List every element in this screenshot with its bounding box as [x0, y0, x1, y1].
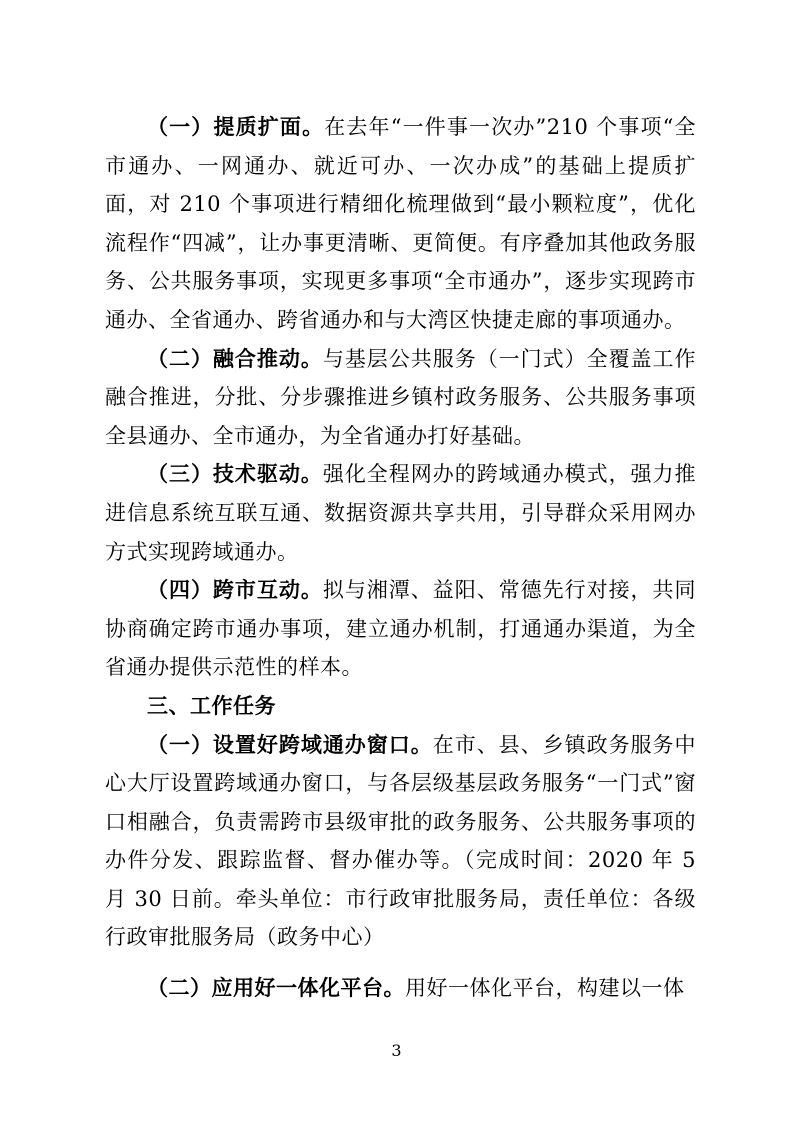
paragraph-lead: （二）融合推动。 [147, 346, 323, 371]
paragraph-lead: （四）跨市互动。 [147, 578, 323, 603]
section-heading: 三、工作任务 [147, 693, 276, 718]
page-number: 3 [391, 1041, 402, 1060]
paragraph [105, 571, 696, 687]
paragraph-lead: （二）应用好一体化平台。 [147, 976, 405, 1001]
paragraph [105, 108, 696, 340]
paragraph [105, 455, 696, 571]
paragraph-lead: （一）提质扩面。 [147, 115, 325, 139]
paragraph-body: 在去年“一件事一次办”210 个事项“全市通办、一网通办、就近可办、一次办成”的基础上提质扩面，对 210 个事项进行精细化梳理做到“最小颗粒度”，优化流程作“四减”，让办事更清晰、更简便。有序叠加其他政务服务、公共服务事项，实现更多事项“全市通办”，逐步实现跨市通办、全省通办、跨省通办和与大湾区快捷走廊的事项通办。 [105, 115, 697, 332]
paragraph-body: 与基层公共服务（一门式）全覆盖工作融合推进，分批、分步骤推进乡镇村政务服务、公共服务事项全县通办、全市通办，为全省通办打好基础。 [105, 346, 697, 448]
paragraph-body: 拟与湘潭、益阳、常德先行对接，共同协商确定跨市通办事项，建立通办机制，打通通办渠道，为全省通办提供示范性的样本。 [105, 578, 697, 680]
paragraph [105, 969, 696, 1008]
paragraph [105, 340, 696, 456]
paragraph-body: 用好一体化平台，构建以一体 [405, 976, 685, 1001]
paragraph [105, 726, 696, 958]
paragraph-lead: （一）设置好跨域通办窗口。 [147, 732, 433, 757]
paragraph-body: 强化全程网办的跨域通办模式，强力推进信息系统互联互通、数据资源共享共用，引导群众采用网办方式实现跨域通办。 [105, 462, 697, 564]
paragraph-body: 在市、县、乡镇政务服务中心大厅设置跨域通办窗口，与各层级基层政务服务“一门式”窗口相融合，负责需跨市县级审批的政务服务、公共服务事项的办件分发、跟踪监督、督办催办等。（完成时间：2020 年 5 月 30 日前。牵头单位：市行政审批服务局，责任单位：各级行政审批服务局（政务中心） [105, 732, 697, 950]
paragraph-lead: （三）技术驱动。 [147, 462, 323, 487]
